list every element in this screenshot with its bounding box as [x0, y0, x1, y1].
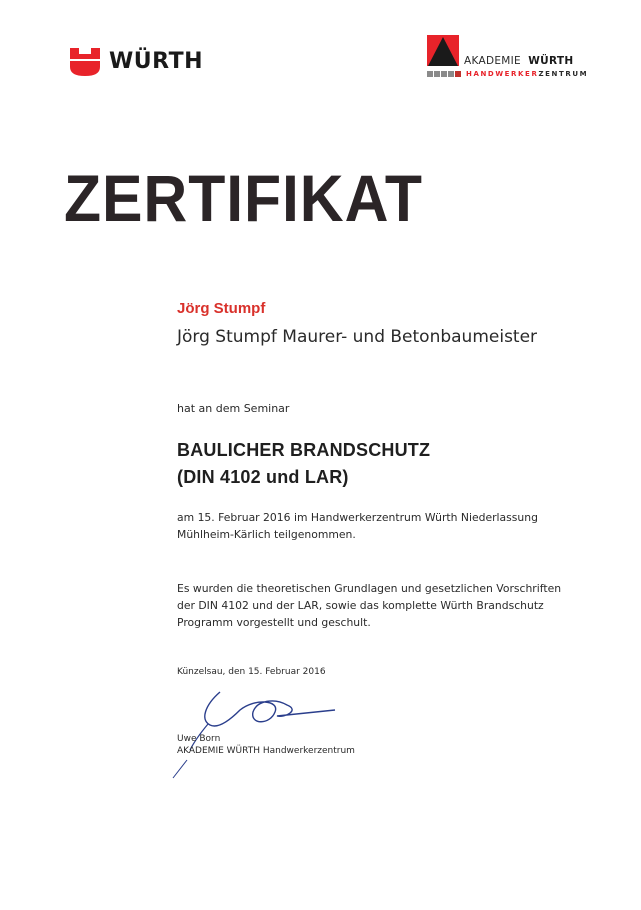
seminar-title-line2: (DIN 4102 und LAR)	[177, 467, 349, 487]
gray-square-icon	[441, 71, 447, 77]
akademie-handwerker-text: HANDWERKER	[466, 70, 539, 78]
gray-square-icon	[427, 71, 433, 77]
wurth-logo-icon	[70, 48, 100, 76]
akademie-label: AKADEMIE	[464, 55, 521, 67]
wurth-logo-text: WÜRTH	[109, 49, 204, 74]
red-square-icon	[455, 71, 461, 77]
gray-square-icon	[434, 71, 440, 77]
seminar-intro: hat an dem Seminar	[177, 402, 290, 415]
seminar-title-line1: BAULICHER BRANDSCHUTZ	[177, 440, 431, 460]
akademie-brand: WÜRTH	[528, 55, 574, 67]
recipient-name: Jörg Stumpf	[177, 300, 266, 317]
place-date: Künzelsau, den 15. Februar 2016	[177, 667, 326, 677]
akademie-logo-line1	[464, 55, 573, 67]
gray-square-icon	[448, 71, 454, 77]
akademie-logo-line2	[427, 70, 588, 78]
akademie-triangle-icon	[427, 35, 459, 66]
wurth-logo	[70, 47, 203, 77]
akademie-zentrum-text: ZENTRUM	[538, 70, 589, 78]
content-text: Es wurden die theoretischen Grundlagen und gesetzlichen Vorschriften der DIN 4102 und der LAR, sowie das komplette Würth Brandschutz Programm vorgestellt und geschult.	[177, 582, 562, 629]
signature-icon	[165, 680, 365, 780]
akademie-wurth-logo	[425, 33, 605, 83]
recipient-company: Jörg Stumpf Maurer- und Betonbaumeister	[177, 327, 538, 347]
participation-text: am 15. Februar 2016 im Handwerkerzentrum Würth Niederlassung Mühlheim-Kärlich teilgenommen.	[177, 511, 538, 541]
signer-organization: AKADEMIE WÜRTH Handwerkerzentrum	[177, 746, 355, 756]
certificate-title: ZERTIFIKAT	[64, 161, 423, 235]
signer-name: Uwe Born	[177, 734, 221, 744]
